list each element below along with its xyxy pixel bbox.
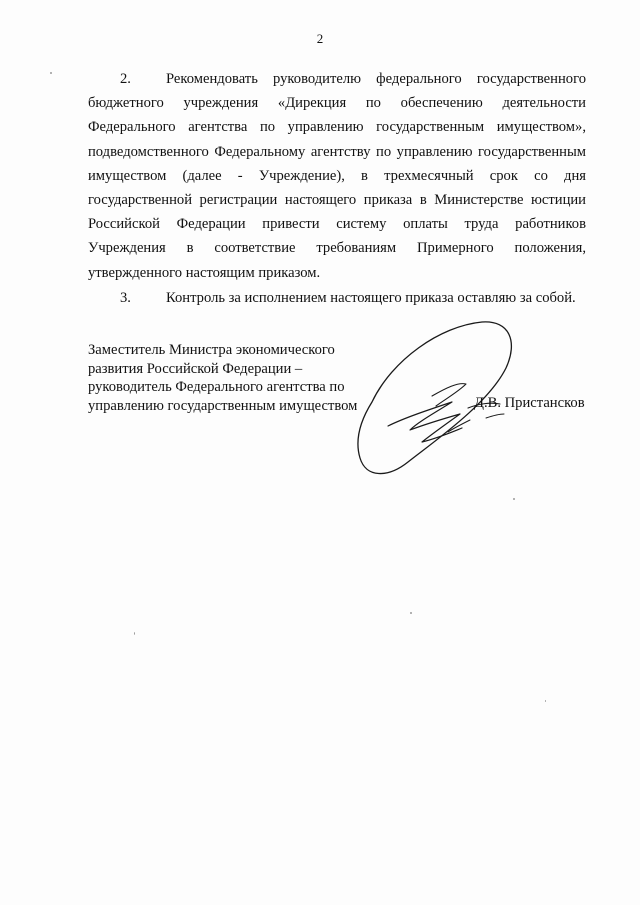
paragraph-text: Рекомендовать руководителю федерального государственного бюджетного учреждения «Дирекция по обеспечению деятельности Федерального агентства по управлению государственным имуществом», подведомственного Федеральному агентству по управлению государственным имуществом (далее - Учреждение), в трехмесячный срок со дня государственной регистрации настоящего приказа в Министерстве юстиции Российской Федерации привести систему оплаты труда работников Учреждения в соответствие требованиям Примерного положения, утвержденного настоящим приказом. <box>88 71 586 281</box>
paragraph-number: 2. <box>120 71 131 87</box>
signatory-name: Д.В. Пристансков <box>474 395 585 411</box>
scan-speck <box>513 498 515 500</box>
signatory-position-line: руководитель Федерального агентства по <box>88 379 345 395</box>
paragraph-3 <box>88 286 586 310</box>
scan-speck <box>134 632 135 635</box>
page-number: 2 <box>316 31 324 46</box>
signatory-position <box>88 341 368 415</box>
signatory-position-line: Заместитель Министра экономического <box>88 342 335 358</box>
scan-speck <box>410 612 412 614</box>
paragraph-2 <box>88 67 586 285</box>
scan-speck <box>545 700 546 702</box>
signatory-position-line: развития Российской Федерации – <box>88 360 303 377</box>
paragraph-number: 3. <box>120 290 131 306</box>
paragraph-text: Контроль за исполнением настоящего приказа оставляю за собой. <box>166 290 576 306</box>
signatory-position-line: управлению государственным имуществом <box>88 397 358 414</box>
scan-speck <box>50 72 52 74</box>
